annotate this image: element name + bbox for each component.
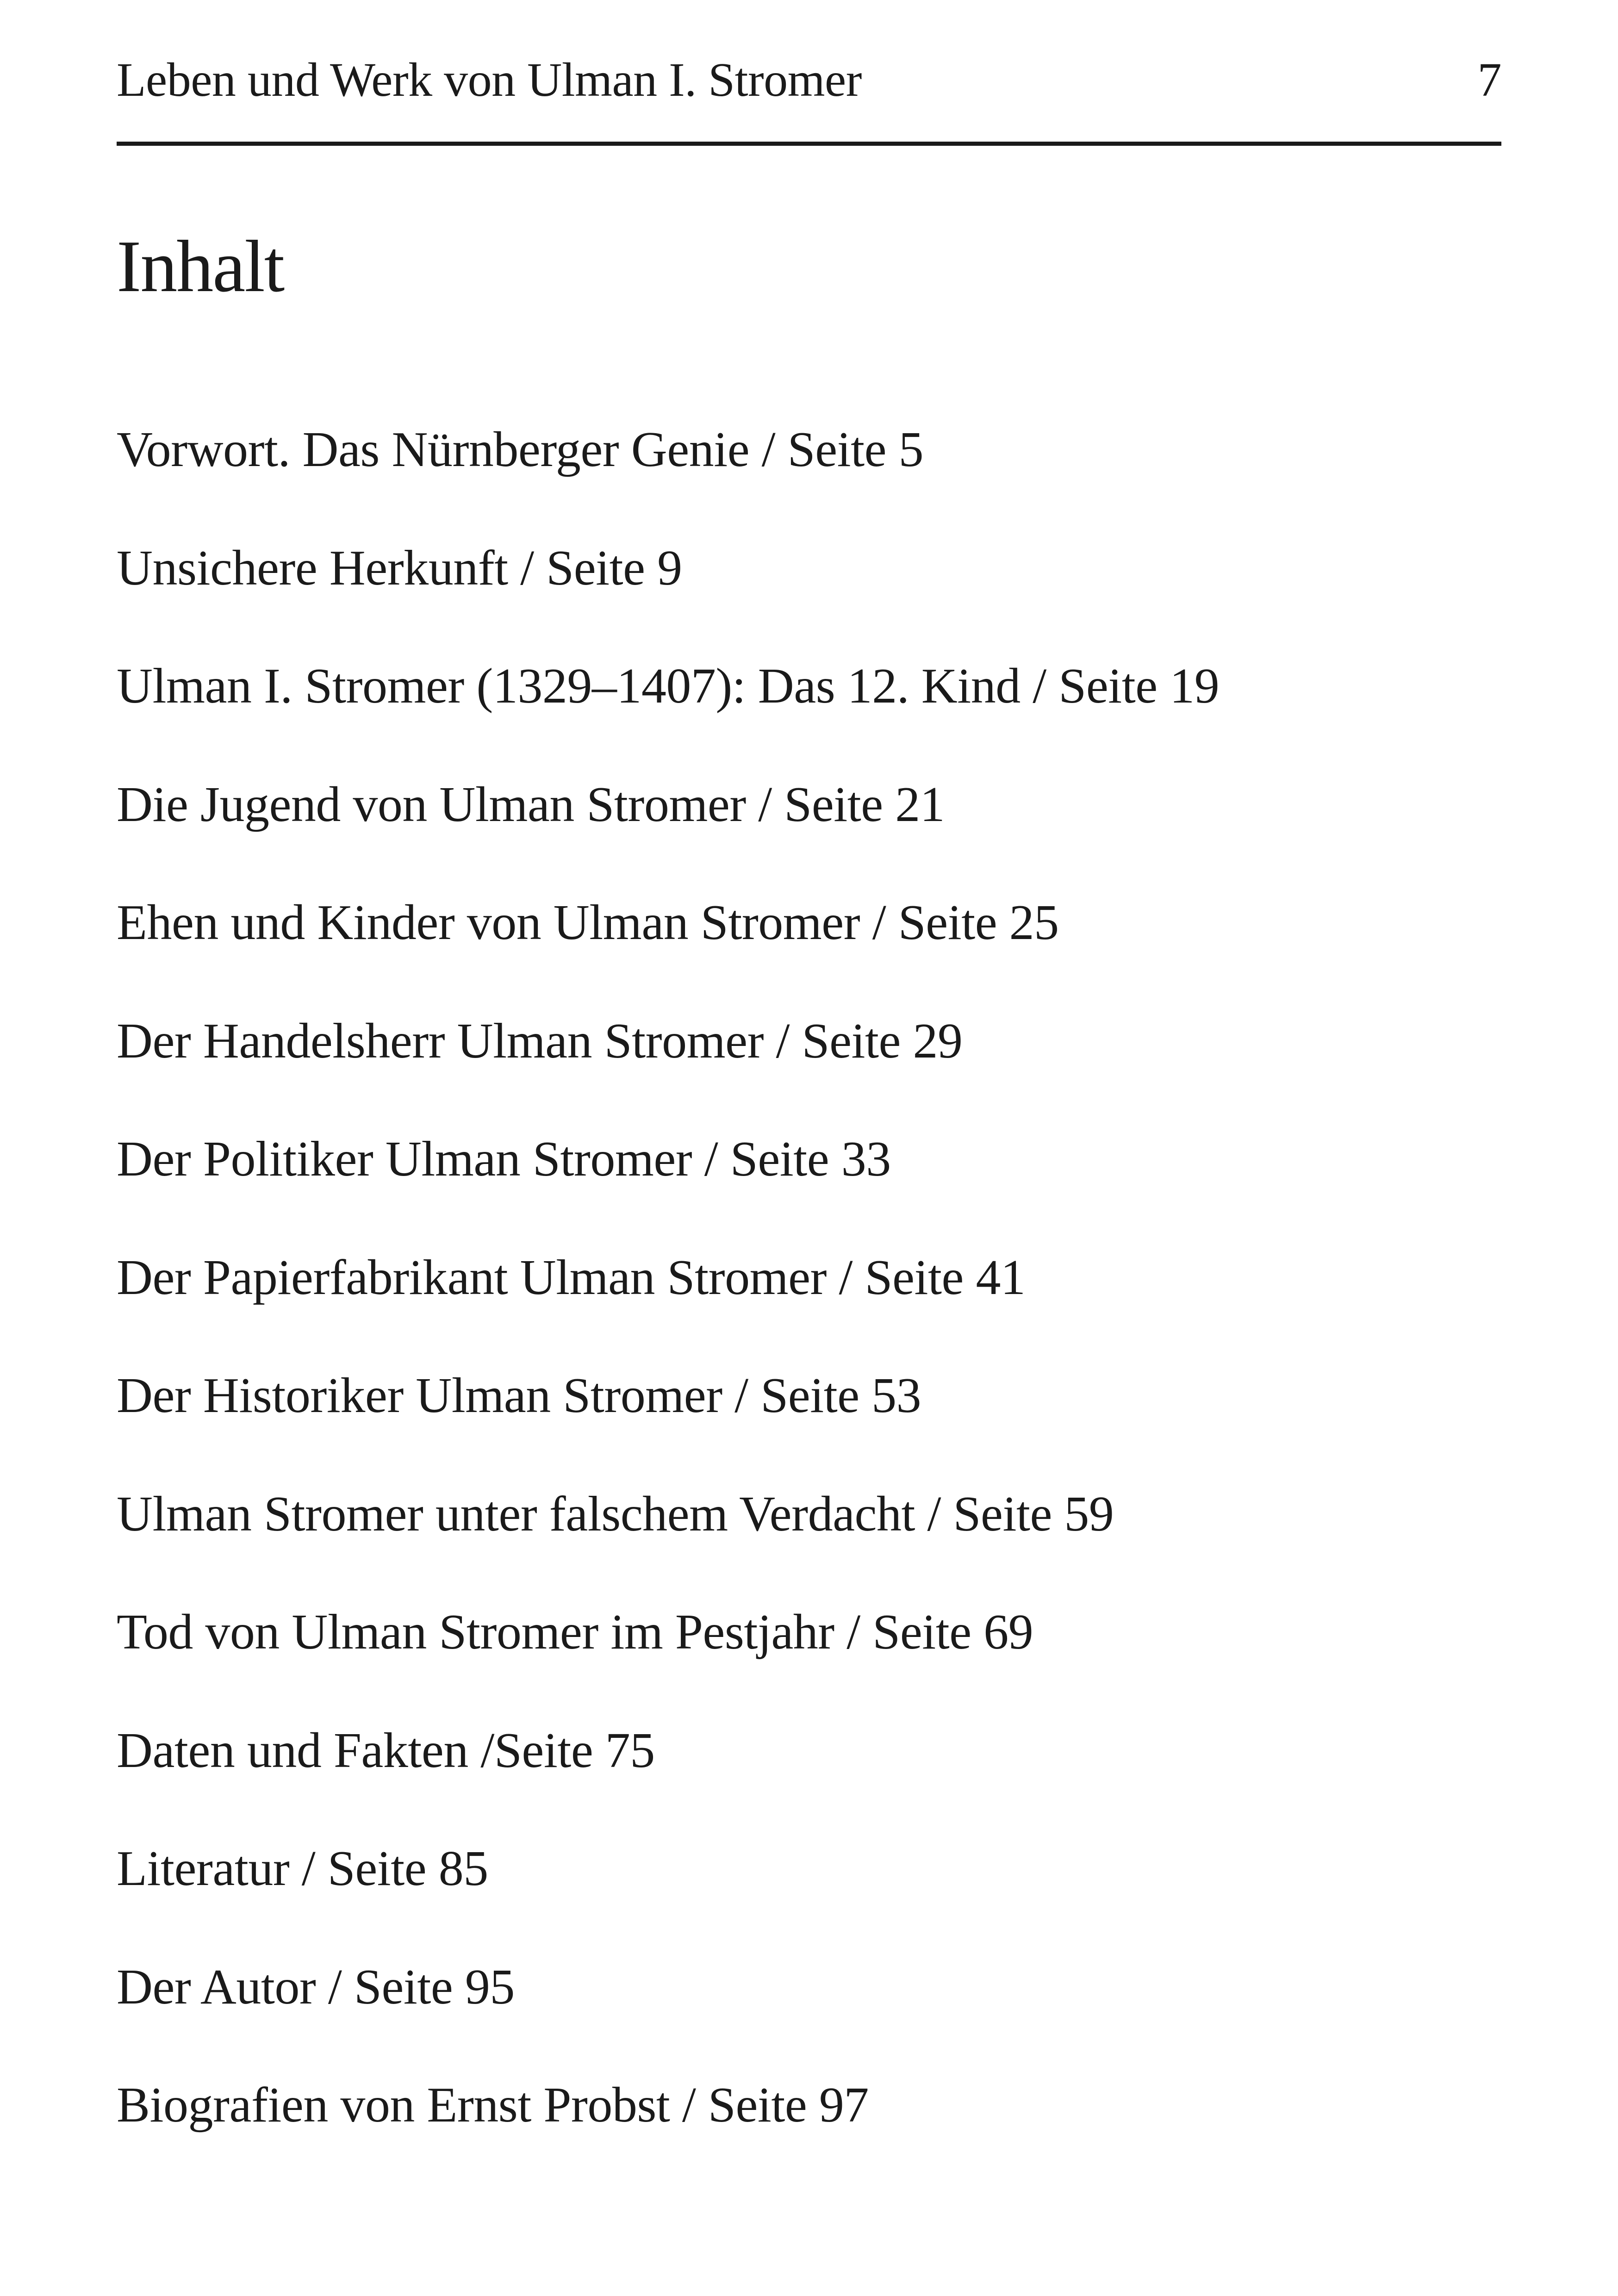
toc-entry: Unsichere Herkunft / Seite 9 [117,540,682,596]
toc-entry: Ulman I. Stromer (1329–1407): Das 12. Kind / Seite 19 [117,659,1220,714]
toc-entry: Tod von Ulman Stromer im Pestjahr / Seite 69 [117,1605,1033,1660]
toc-entry: Ehen und Kinder von Ulman Stromer / Seite 25 [117,895,1059,950]
toc-entry: Daten und Fakten /Seite 75 [117,1723,655,1778]
toc-entry: Biografien von Ernst Probst / Seite 97 [117,2078,869,2133]
toc-entry: Ulman Stromer unter falschem Verdacht / Seite 59 [117,1486,1114,1542]
table-of-contents [117,413,1219,2187]
running-title: Leben und Werk von Ulman I. Stromer [117,53,862,106]
page-number: 7 [1477,53,1501,106]
toc-entry: Die Jugend von Ulman Stromer / Seite 21 [117,777,945,832]
toc-entry: Der Handelsherr Ulman Stromer / Seite 29 [117,1013,963,1069]
toc-entry: Der Autor / Seite 95 [117,1959,515,2015]
toc-entry: Vorwort. Das Nürnberger Genie / Seite 5 [117,422,924,477]
page-title: Inhalt [117,225,284,307]
toc-entry: Der Papierfabrikant Ulman Stromer / Seite 41 [117,1250,1026,1305]
running-header [117,44,1501,104]
header-rule [117,142,1501,146]
toc-entry: Literatur / Seite 85 [117,1841,488,1896]
toc-entry: Der Historiker Ulman Stromer / Seite 53 [117,1368,921,1423]
toc-entry: Der Politiker Ulman Stromer / Seite 33 [117,1132,891,1187]
